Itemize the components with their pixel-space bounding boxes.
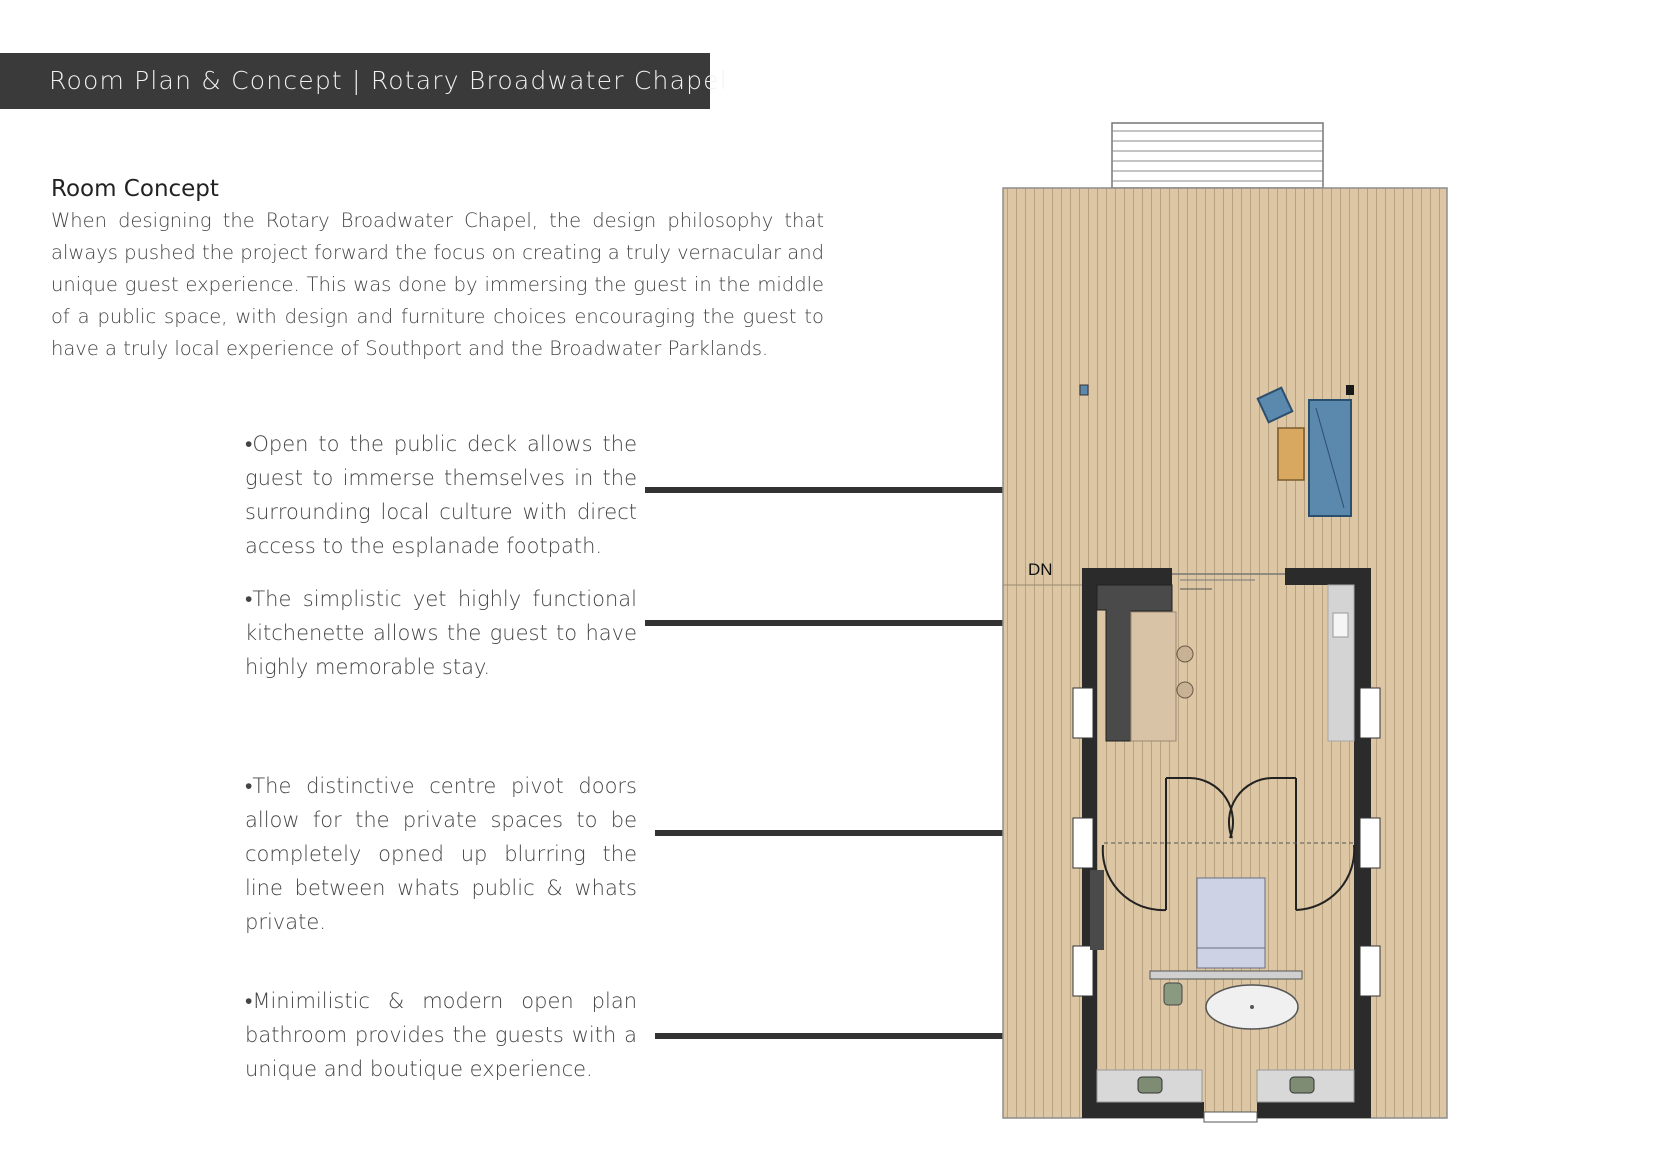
entry-stairs [1112,123,1323,188]
wall-bottom-right [1257,1102,1371,1118]
deck-post-icon [1346,385,1354,395]
wardrobe [1090,870,1104,950]
toilet-icon [1164,983,1182,1005]
wall-top-left [1082,568,1172,585]
bullet-bathroom: •Minimilistic & modern open plan bathroom provides the guests with a unique and boutique experience. [245,989,637,1081]
bullet-kitchenette: •The simplistic yet highly functional kitchenette allows the guest to have highly memorable stay. [245,587,637,679]
bench-top [1328,585,1354,741]
side-bench-icon [1278,428,1304,480]
page-title: Room Plan & Concept | Rotary Broadwater Chapel [49,66,728,95]
concept-heading: Room Concept [51,176,219,202]
wall-top-right [1285,568,1371,585]
rear-step [1204,1112,1257,1122]
window-right [1360,688,1380,996]
bed [1197,878,1265,968]
concept-body: When designing the Rotary Broadwater Chapel, the design philosophy that always pushed the project forward the focus on creating a truly vernacular and unique guest experience. This was done by immersing the guest in the middle of a public space, with design and furniture choices encouraging the guest to have a truly local experience of Southport and the Broadwater Parklands. [51,209,824,360]
stool-icon [1177,682,1193,698]
outdoor-sofa-icon [1309,400,1351,516]
basin-icon [1138,1077,1162,1093]
wall-bottom-left [1082,1102,1204,1118]
kitchen-island [1131,612,1176,741]
deck-bin-icon [1080,385,1088,395]
sink-icon [1333,613,1348,637]
stair-down-label: DN [1028,560,1053,579]
stool-icon [1177,646,1193,662]
bullet-public-deck: •Open to the public deck allows the guest to immerse themselves in the surrounding local culture with direct access to the esplanade footpath. [245,432,637,558]
bullet-pivot-doors: •The distinctive centre pivot doors allow for the private spaces to be completely opned up blurring the line between whats public & whats private. [245,774,637,934]
basin-icon [1290,1077,1314,1093]
vanity-bench [1150,971,1302,979]
